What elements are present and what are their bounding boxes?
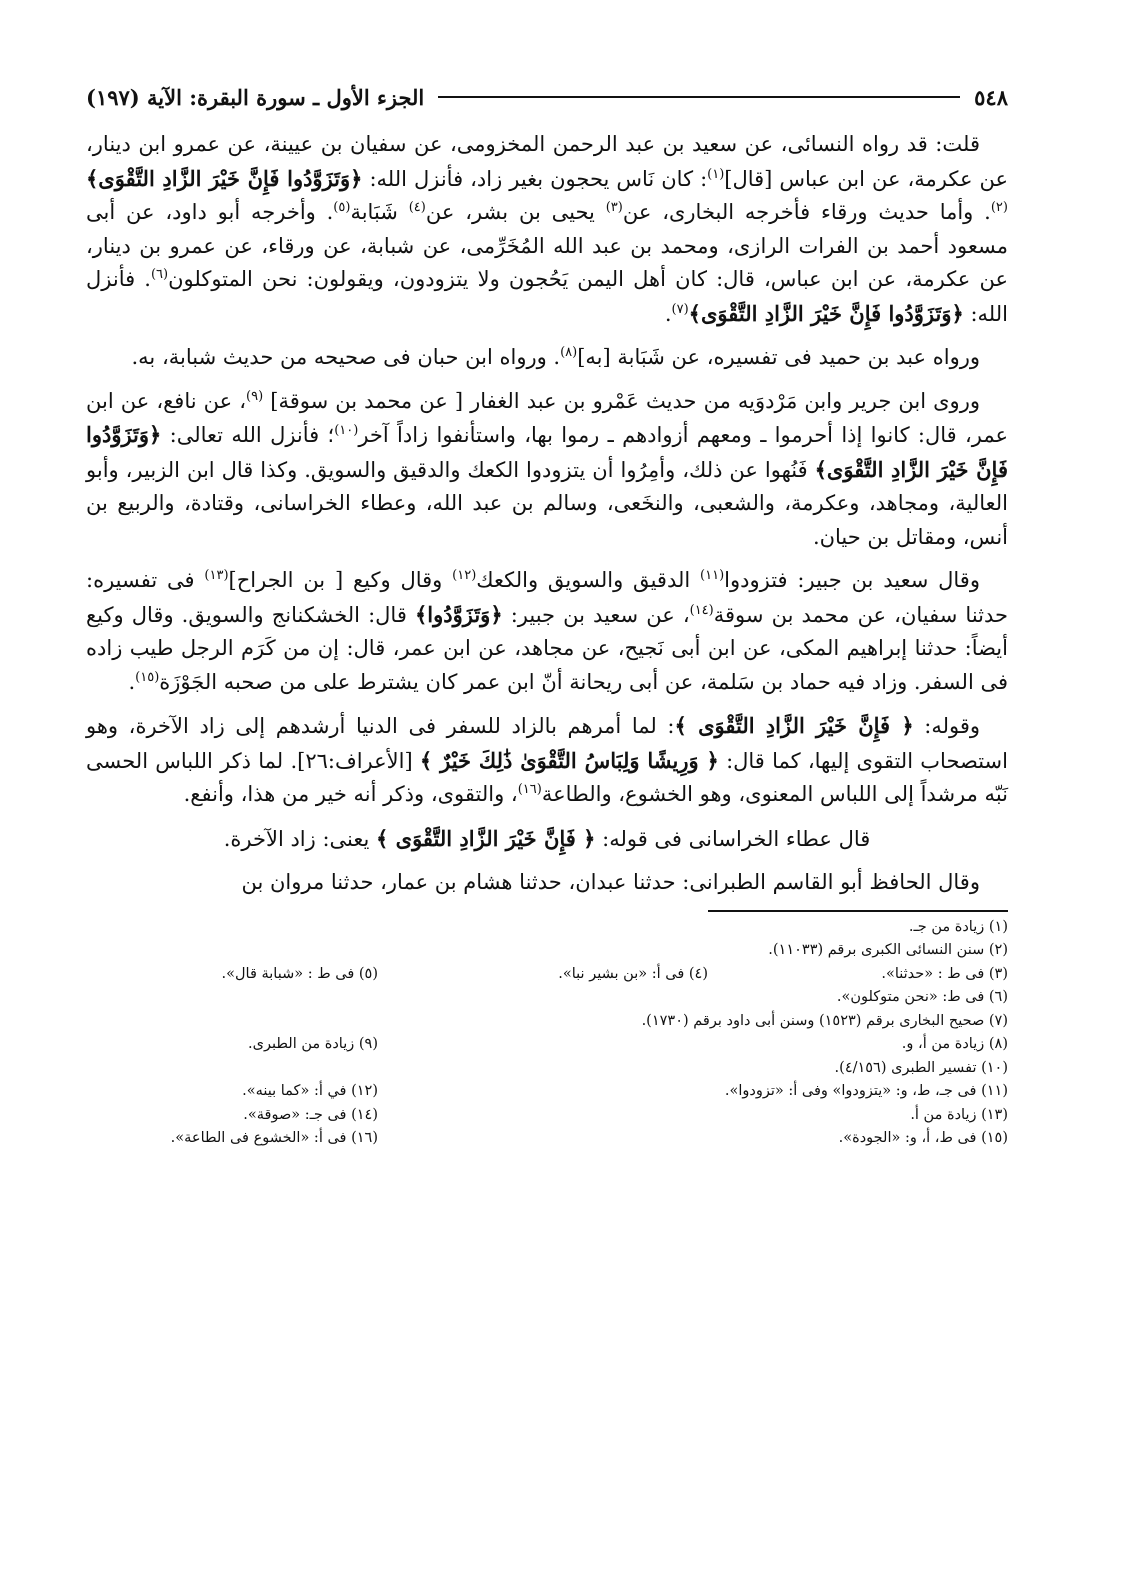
footnote-rule [708, 910, 1008, 912]
footnote-marker: (١) [707, 166, 725, 182]
footnote-marker: (١١) [700, 568, 725, 583]
text-run: . [128, 669, 136, 694]
footnote: (٣) فى ط : «حدثنا». [881, 965, 1008, 982]
text-run: وقال سعيد بن جبير: فتزودوا [724, 568, 980, 592]
quran-quote: ﴿ فَإِنَّ خَيْرَ الزَّادِ التَّقْوَى ﴾ [376, 825, 596, 851]
text-run: شَبَابة [350, 200, 409, 224]
footnote: (٧) صحيح البخارى برقم (١٥٢٣) وسنن أبى داود برقم (١٧٣٠). [641, 1012, 1008, 1029]
footnote: (١٦) فى أ: «الخشوع فى الطاعة». [170, 1130, 378, 1146]
footnote-marker: (٢) [990, 200, 1008, 215]
footnote: (١٥) فى ط، أ، و: «الجودة». [838, 1130, 1008, 1146]
footnote-marker: (١٦) [517, 782, 542, 797]
text-run: ورواه عبد بن حميد فى تفسيره، عن شَبَابة [به] [577, 345, 980, 369]
footnote: (١) زيادة من جـ. [908, 918, 1008, 935]
text-run: قلت: قد رواه النسائى، عن سعيد بن عبد الرحمن المخزومى، عن سفيان بن عيينة، عن عمرو ابن دينار، عن عكرمة، عن ابن عباس [قال] [86, 132, 1008, 191]
text-run: قال: الخشكنانج والسويق. وقال وكيع أيضاً: حدثنا إبراهيم المكى، عن ابن أبى نَجيح، عن مجاهد، عن ابن عمر، قال: إن من كَرَم الرجل طيب زاده فى السفر. وزاد فيه حماد بن سَلمة، عن أبى ريحانة أنّ ابن عمر كان يشترط على من صحبه الجَوْزَة [86, 602, 1008, 694]
text-run: . [664, 301, 672, 326]
text-run: ؛ فأنزل الله تعالى: [161, 423, 335, 447]
page-number: ٥٤٨ [974, 84, 1008, 110]
text-run: ، والتقوى، وذكر أنه خير من هذا، وأنفع. [183, 782, 518, 806]
quran-quote: ﴿ وَرِيشًا وَلِبَاسُ التَّقْوَىٰ ذَٰلِكَ خَيْرٌ ﴾ [419, 747, 719, 773]
footnote-marker: (٩) [246, 388, 264, 404]
text-run: فى تفسيره: حدثنا سفيان، عن محمد بن سوقة [86, 568, 1009, 627]
text-run: الدقيق والسويق والكعك [476, 568, 701, 592]
footnote: (١٤) فى جـ: «صوقة». [243, 1106, 378, 1123]
body-paragraph [86, 709, 1008, 812]
footnote-marker: (٥) [333, 200, 351, 215]
body-paragraph [86, 564, 1008, 699]
footnote-marker: (١٠) [334, 423, 359, 438]
footnote: (١٠) تفسير الطبرى (٤/١٥٦). [834, 1059, 1008, 1076]
text-run: . وأخرجه أبو داود، عن أبى مسعود أحمد بن الفرات الرازى، ومحمد بن عبد الله المُخَرِّمى، عن شبابة، عن ورقاء، عن عمرو بن دينار، عن عكرمة، عن ابن عباس، قال: كان أهل اليمن يَحُجون ولا يتزودون، ويقولون: نحن المتوكلون [86, 200, 1008, 291]
footnote: (١١) فى جـ، ط، و: «يتزودوا» وفى أ: «تزودوا». [724, 1083, 1008, 1099]
text-run: . وأما حديث ورقاء فأخرجه البخارى، عن [622, 200, 991, 224]
quran-quote: ﴿وَتَزَوَّدُوا فَإِنَّ خَيْرَ الزَّادِ التَّقْوَى﴾ [86, 422, 1008, 482]
body-paragraph [86, 866, 1008, 900]
text-run: وقال وكيع [ بن الجراح] [228, 568, 453, 592]
footnote: (١٢) في أ: «كما بينه». [242, 1083, 378, 1099]
page-header [86, 82, 1008, 112]
body-paragraph [86, 385, 1008, 555]
footnotes [86, 916, 1008, 1151]
footnote-marker: (٨) [560, 345, 578, 360]
footnote: (١٣) زيادة من أ. [910, 1106, 1008, 1123]
quran-quote: ﴿وَتَزَوَّدُوا﴾ [414, 601, 503, 627]
text-run: : لما أمرهم بالزاد للسفر فى الدنيا أرشدهم إلى زاد الآخرة، وهو استصحاب التقوى إليها، كما قال: [86, 714, 1008, 773]
footnote: (٢) سنن النسائى الكبرى برقم (١١٠٣٣). [768, 942, 1008, 958]
body-paragraph [86, 822, 1008, 857]
footnote: (٤) فى أ: «بن بشير نبا». [558, 965, 708, 982]
footnote: (٦) فى ط: «نحن متوكلون». [836, 989, 1008, 1005]
text-run: : كان نَاس يحجون بغير زاد، فأنزل الله: [362, 166, 708, 191]
footnote: (٥) فى ط : «شبابة قال». [221, 965, 378, 982]
footnote-marker: (١٤) [689, 602, 714, 618]
body-text [86, 128, 1008, 900]
text-run: [الأعراف:٢٦]. لما ذكر اللباس الحسى نَبّه مرشداً إلى اللباس المعنوى، وهو الخشوع، والطاعة [86, 748, 1008, 806]
text-run: . فأنزل الله: [86, 267, 1008, 326]
footnote-marker: (٤) [408, 200, 426, 215]
text-run: قال عطاء الخراسانى فى قوله: [595, 826, 871, 851]
body-paragraph [86, 341, 1008, 375]
quran-quote: ﴿وَتَزَوَّدُوا فَإِنَّ خَيْرَ الزَّادِ التَّقْوَى﴾ [86, 165, 363, 191]
text-run: . ورواه ابن حبان فى صحيحه من حديث شبابة، به. [131, 345, 561, 369]
quran-quote: ﴿ فَإِنَّ خَيْرَ الزَّادِ التَّقْوَى ﴾ [674, 713, 914, 738]
text-run: يحيى بن بشر، عن [425, 200, 606, 224]
body-paragraph [86, 128, 1008, 331]
text-run: ، عن نافع، عن ابن عمر، قال: كانوا إذا أحرموا ـ ومعهم أزوادهم ـ رموا بها، واستأنفوا زاداً آخر [86, 388, 1008, 447]
text-run: فَنُهوا عن ذلك، وأمِرُوا أن يتزودوا الكعك والدقيق والسويق. وكذا قال ابن الزبير، وأبو العالية، ومجاهد، وعكرمة، والشعبى، والنخَعى، وسالم بن عبد الله، وعطاء الخراسانى، وقتادة، والربيع بن أنس، ومقاتل بن حيان. [86, 457, 1008, 549]
footnote-marker: (٧) [671, 301, 689, 317]
quran-quote: ﴿وَتَزَوَّدُوا فَإِنَّ خَيْرَ الزَّادِ التَّقْوَى﴾ [688, 300, 964, 326]
text-run: وروى ابن جرير وابن مَرْدوَيه من حديث عَمْرو بن عبد الغفار [ عن محمد بن سوقة] [263, 388, 980, 413]
footnote-marker: (٣) [605, 200, 623, 215]
footnote-marker: (١٢) [452, 568, 477, 583]
running-title: الجزء الأول ـ سورة البقرة: الآية (١٩٧) [86, 84, 425, 110]
text-run: يعنى: زاد الآخرة. [223, 826, 377, 851]
footnote-marker: (١٣) [204, 568, 229, 583]
footnote-marker: (٦) [150, 267, 169, 282]
text-run: وقال الحافظ أبو القاسم الطبرانى: حدثنا عبدان، حدثنا هشام بن عمار، حدثنا مروان بن [241, 870, 980, 894]
header-rule [438, 96, 960, 98]
footnote: (٨) زيادة من أ، و. [901, 1036, 1008, 1052]
footnote-marker: (١٥) [135, 669, 160, 685]
text-run: وقوله: [913, 714, 980, 738]
footnote: (٩) زيادة من الطبرى. [248, 1036, 378, 1052]
text-run: ، عن سعيد بن جبير: [502, 602, 690, 627]
